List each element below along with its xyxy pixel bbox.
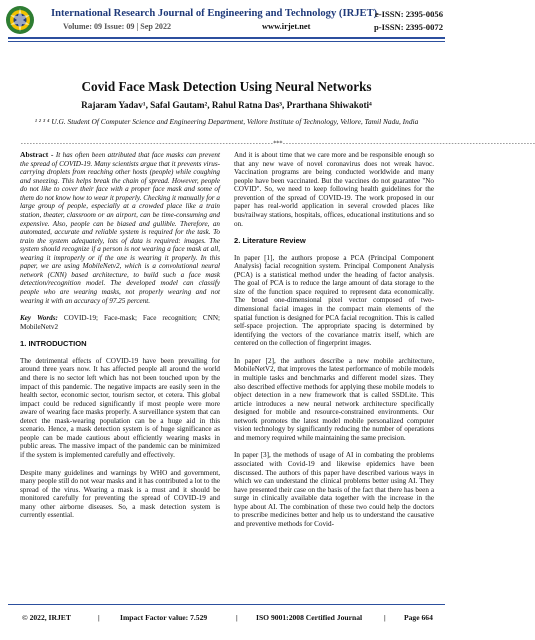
affiliation: ¹ ² ³ ⁴ U.G. Student Of Computer Science and Engineering Department, Vellore Institute of Technology, Vellore, Tamil Nadu, India: [34, 117, 419, 126]
keywords-label: Key Words:: [20, 314, 58, 323]
footer-rule: [8, 604, 445, 605]
keywords-text: COVID-19; Face-mask; Face recognition; CNN; MobileNetv2: [20, 314, 220, 331]
keywords: [20, 314, 220, 331]
abstract: [20, 151, 220, 305]
review-paragraph-3: In paper [3], the methods of usage of AI in combating the problems associated with Covid-19 and likewise epidemics have been discussed. The authors of this paper have described various ways in which we can understand the clinical problems better using AI. They have presented their case on the basis of the fact that there has been a surge in clinically available data together with the increase in the hype about AI. The combination of these two could help the doctors to prescribe medicines better and help us to understand the causative and preventive methods for Covid-: [234, 451, 434, 528]
right-column: [234, 151, 434, 538]
journal-title: International Research Journal of Engineering and Technology (IRJET): [51, 8, 378, 19]
eissn: e-ISSN: 2395-0056: [374, 9, 443, 19]
footer-impact: Impact Factor value: 7.529: [120, 613, 208, 622]
footer-sep: |: [98, 613, 100, 622]
footer-iso: ISO 9001:2008 Certified Journal: [256, 613, 363, 622]
intro-paragraph-2: Despite many guidelines and warnings by WHO and government, many people still do not wear masks and it has contributed a lot to the spread of the virus. Wearing a mask is a must and it should be monitored carefully for preventing the spread of COVID-19 and many other airborne diseases. So, a mask detection system is currently essential.: [20, 468, 220, 520]
literature-review-heading: 2. Literature Review: [234, 236, 306, 246]
issue-info: Volume: 09 Issue: 09 | Sep 2022: [63, 22, 172, 31]
footer-copyright: © 2022, IRJET: [22, 613, 71, 622]
page-number: Page 664: [404, 613, 433, 622]
section-separator: ------------------------------------------------------------------------------------***------------------------------------------------------------------------------------: [20, 140, 535, 147]
intro-paragraph-3: And it is about time that we care more and be responsible enough so that any new wave of novel coronavirus does not wreak havoc. Vaccination programs are being conducted worldwide and many people have been vaccinated. But the vaccines do not guarantee "No COVID". So, we need to keep following health guidelines for the prevention of the spread of COVID-19. The work proposed in our paper has real-world application in several crowded places like bus/railway stations, hospitals, offices, educational institutions and so on.: [234, 151, 434, 228]
abstract-label: Abstract -: [20, 150, 54, 159]
footer-sep: |: [384, 613, 386, 622]
review-paragraph-2: In paper [2], the authors describe a new mobile architecture, MobileNetV2, that improves the latest performance of mobile models in multiple tasks and benchmarks and different model sizes. They also described effective methods for applying these mobile models to object detection in a new framework that is called SSDLite. This article introduces a new neural network architecture specifically designed for mobile and resource-constrained environments. Our network promotes the latest model mobile personalized computer vision technology by significantly reducing the number of operations and memory required while maintaining the same precision.: [234, 356, 434, 442]
separator-mark: ***: [273, 140, 283, 147]
journal-header: [0, 0, 453, 52]
abstract-text: It has often been attributed that face masks can prevent the spread of COVID-19. Many scientists argue that it prevents virus-carrying droplets from reaching other hosts (people) while coughing and sneezing. This helps break the chain of spread. However, people do not like to cover their face with a proper face mask and some of them do not know how to wear it properly. Checking it manually for a large group of people, especially at a crowded place like a train station, theater, classroom or an airport, can be time-consuming and expensive. Also, people can be biased and gullible. Therefore, an automated, accurate and reliable system is required for the task. To train the system adequately, lots of data is required: images. The system should recognize if a person is not wearing a face mask at all, wearing it improperly or if the one is wearing it properly. In this paper, we are using MobileNetv2, which is a convolutional neural network (CNN) based architecture, to build such a face mask detection/recognition model. The developed model can classify people who are wearing masks, not properly wearing and not wearing it with an accuracy of 97.25 percent.: [20, 151, 220, 305]
paper-title: Covid Face Mask Detection Using Neural Networks: [81, 79, 372, 94]
author-list: Rajaram Yadav¹, Safal Gautam², Rahul Ratna Das³, Prarthana Shiwakoti⁴: [81, 100, 372, 110]
pissn: p-ISSN: 2395-0072: [374, 22, 443, 32]
header-rule-thin: [8, 41, 445, 42]
left-column: [20, 151, 220, 529]
intro-paragraph-1: The detrimental effects of COVID-19 have been prevailing for around three years now. It has affected people all around the world and there is no sector left which has not been touched upon by the impact of this pandemic. The negative impacts are easily seen in the health sector, economic sector, tourism sector, et cetera. This global impact could be reduced significantly if most people were more aware of wearing face masks properly. A surveillance system that can detect the mask-wearing population can be a huge aid in this scenario. Hence, a mask detection system is of huge significance as people can be made cautious about efficiently wearing masks in public areas. The massive impact of the pandemic can be minimized if the system is implemented carefully and effectively.: [20, 356, 220, 459]
review-paragraph-1: In paper [1], the authors propose a PCA (Principal Component Analysis) facial recognition system. Principal Component Analysis (PCA) is a statistical method under the heading of factor analysis. The goal of PCA is to reduce the large amount of data storage to the size of the function space required to represent data economically. The broad one-dimensional pixel vector composed of two-dimensional facial images in the compact main elements of the spatial function is designed for PCA facial recognition. This is called self-space projection. The appropriate spacing is determined by identifying the vectors of the covariance matrix itself, which are centered on the collection of fingerprint images.: [234, 253, 434, 348]
footer-sep: |: [236, 613, 238, 622]
header-rule: [8, 37, 445, 39]
journal-logo-icon: [5, 5, 35, 35]
intro-heading: 1. INTRODUCTION: [20, 339, 87, 349]
journal-website: www.irjet.net: [262, 22, 311, 31]
